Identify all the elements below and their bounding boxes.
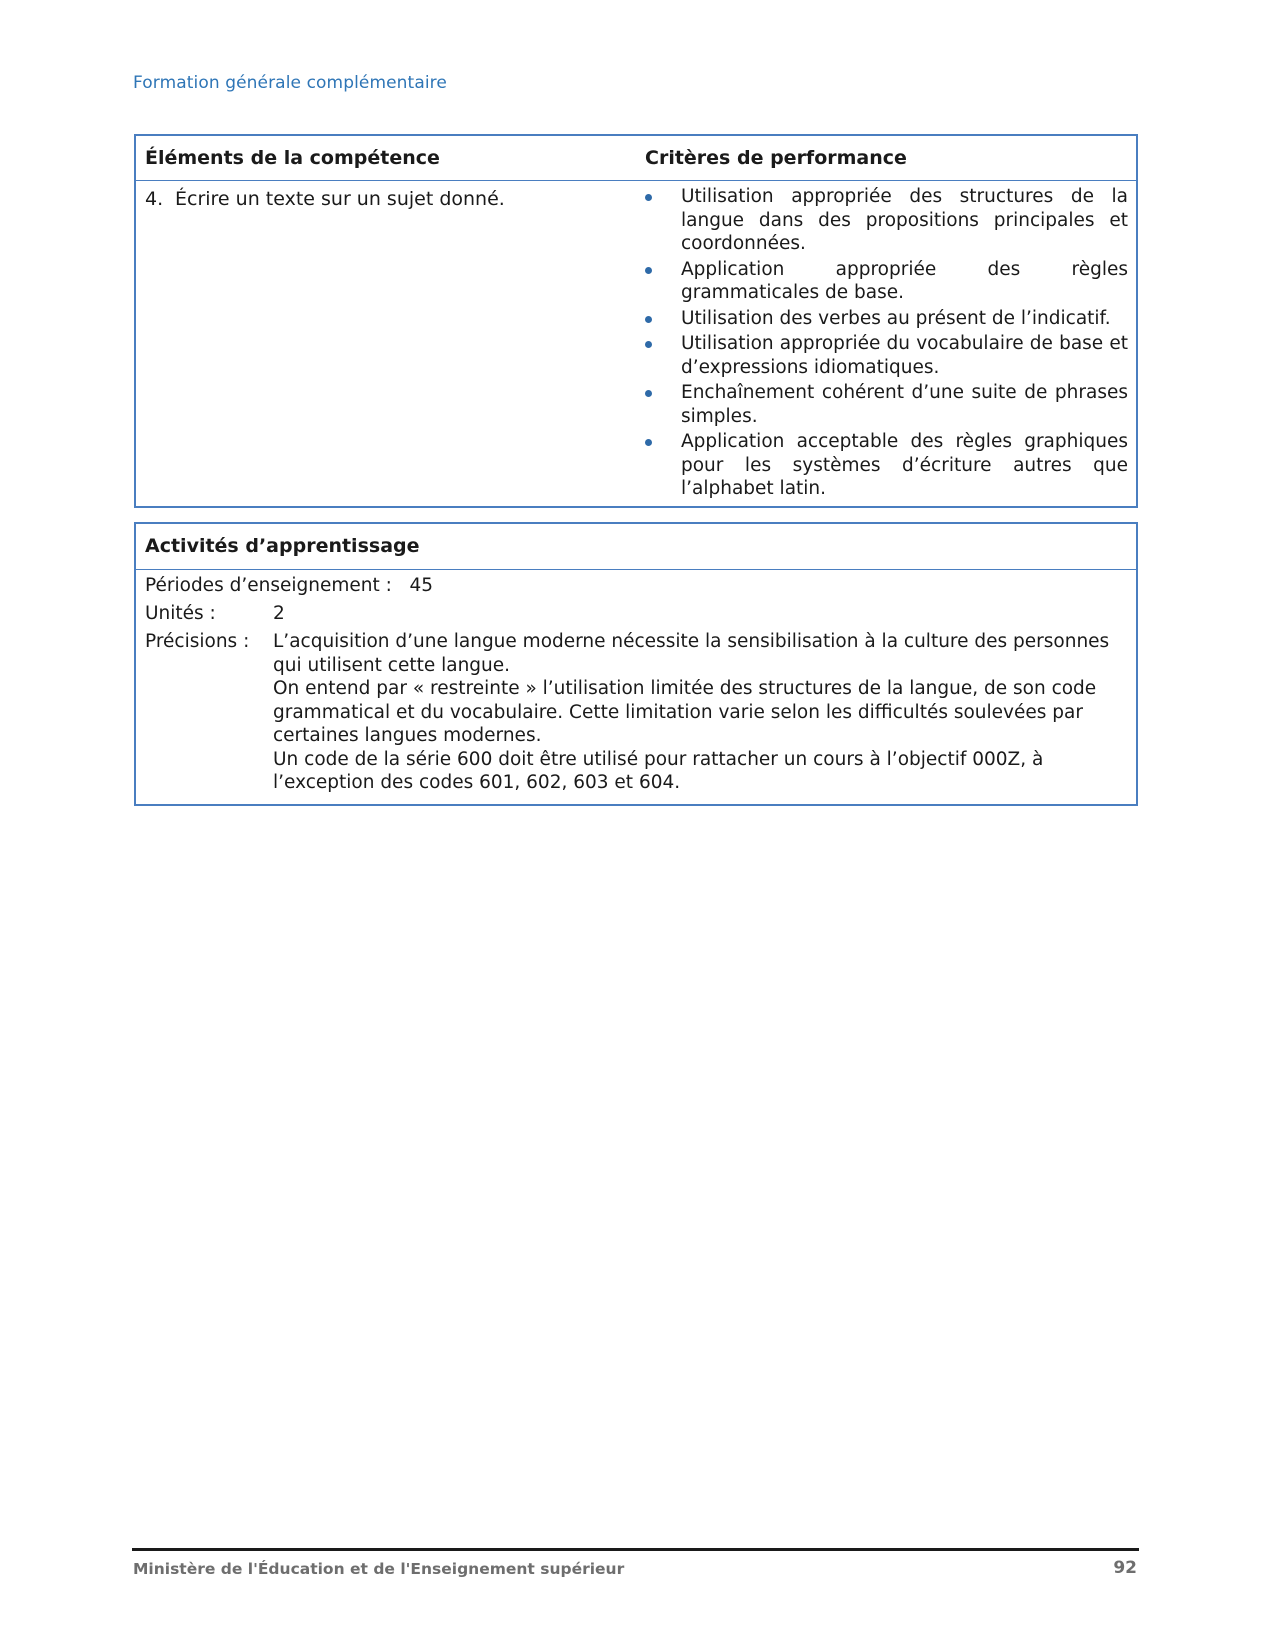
bullet-icon: [645, 316, 652, 323]
bullet-icon: [645, 341, 652, 348]
criteria-item-text: Application appropriée des règles grammaticales de base.: [681, 258, 1128, 303]
bullet-icon: [645, 267, 652, 274]
criteria-item: [645, 381, 1128, 428]
precisions-row: [145, 630, 1110, 793]
page-number: 92: [1113, 1558, 1137, 1578]
bullet-icon: [645, 439, 652, 446]
precision-paragraph: Un code de la série 600 doit être utilisé pour rattacher un cours à l’objectif 000Z, à l’exception des codes 601, 602, 603 et 604.: [273, 748, 1044, 793]
precisions-label: Précisions :: [145, 631, 250, 652]
criteria-list: [645, 185, 1128, 503]
column-header-elements: Éléments de la compétence: [145, 147, 440, 169]
criteria-item: [645, 185, 1128, 256]
criteria-item-text: Utilisation des verbes au présent de l’indicatif.: [681, 307, 1111, 329]
competence-element: [145, 188, 505, 210]
periodes-value: 45: [409, 575, 434, 596]
unites-row: [145, 602, 285, 626]
criteria-item: [645, 430, 1128, 501]
bullet-icon: [645, 194, 652, 201]
criteria-item: [645, 332, 1128, 379]
criteria-item-text: Enchaînement cohérent d’une suite de phrases simples.: [681, 382, 1128, 427]
criteria-item: [645, 307, 1128, 331]
column-header-criteria: Critères de performance: [645, 147, 907, 169]
criteria-item-text: Application acceptable des règles graphiques pour les systèmes d’écriture autres que l’alphabet latin.: [681, 431, 1128, 499]
footer-ministry: Ministère de l'Éducation et de l'Enseignement supérieur: [133, 1560, 625, 1578]
criteria-item-text: Utilisation appropriée des structures de la langue dans des propositions principales et coordonnées.: [681, 186, 1128, 254]
document-header: Formation générale complémentaire: [133, 73, 447, 93]
unites-value: 2: [273, 603, 285, 624]
bullet-icon: [645, 390, 652, 397]
precision-paragraph: L’acquisition d’une langue moderne nécessite la sensibilisation à la culture des personnes qui utilisent cette langue.: [273, 631, 1110, 676]
precision-paragraph: On entend par « restreinte » l’utilisation limitée des structures de la langue, de son code grammatical et du vocabulaire. Cette limitation varie selon les difficultés soulevées par certaines langues modernes.: [273, 678, 1097, 746]
competence-table: [134, 134, 1138, 508]
activites-table: [134, 522, 1138, 806]
periodes-label: Périodes d’enseignement :: [145, 575, 392, 596]
unites-label: Unités :: [145, 603, 216, 624]
competence-table-header: [136, 136, 1136, 181]
criteria-item-text: Utilisation appropriée du vocabulaire de base et d’expressions idiomatiques.: [681, 333, 1128, 378]
activites-title: Activités d’apprentissage: [145, 535, 420, 557]
activites-header: [136, 524, 1136, 570]
footer-divider: [132, 1548, 1139, 1551]
criteria-item: [645, 258, 1128, 305]
element-text: Écrire un texte sur un sujet donné.: [175, 188, 505, 210]
element-number: 4.: [145, 188, 164, 210]
periodes-row: [145, 574, 433, 598]
precisions-text: [273, 630, 1123, 795]
